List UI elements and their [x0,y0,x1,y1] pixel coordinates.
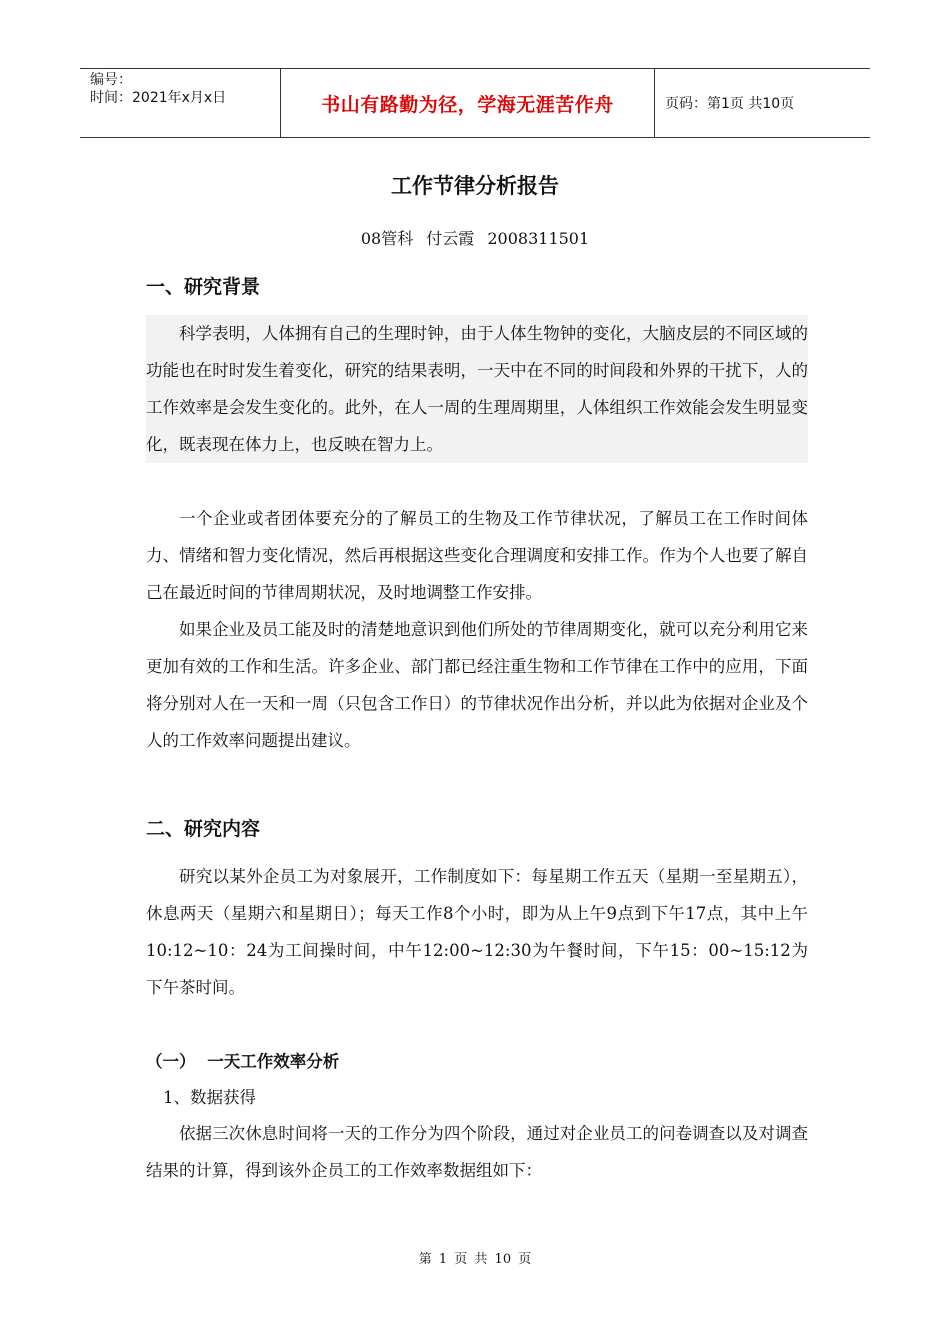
section-heading-content: 二、研究内容 [146,818,261,840]
paragraph-background-1: 科学表明，人体拥有自己的生理时钟，由于人体生物钟的变化，大脑皮层的不同区域的功能也在时时发生着变化，研究的结果表明，一天中在不同的时间段和外界的干扰下，人的工作效率是会发生变化的。此外，在人一周的生理周期里，人体组织工作效能会发生明显变化，既表现在体力上，也反映在智力上。 [146,315,808,463]
document-number: 编号： [90,72,132,88]
subsection-heading-daily: （一） 一天工作效率分析 [146,1052,340,1071]
header-page-number: 页码：第1页 共10页 [665,96,795,112]
page-title: 工作节律分析报告 [391,174,559,198]
document-date: 时间：2021年x月x日 [90,90,227,106]
paragraph-content-1: 研究以某外企员工为对象展开，工作制度如下：每星期工作五天（星期一至星期五），休息两天（星期六和星期日）；每天工作8个小时，即为从上午9点到下午17点，其中上午10:12~10：24为工间操时间，中午12:00~12:30为午餐时间，下午15：00~15:12为下午茶时间。 [146,867,808,997]
paragraph-background-2: 一个企业或者团体要充分的了解员工的生物及工作节律状况，了解员工在工作时间体力、情绪和智力变化情况，然后再根据这些变化合理调度和安排工作。作为个人也要了解自己在最近时间的节律周期状况，及时地调整工作安排。 [146,509,808,602]
section-heading-background: 一、研究背景 [146,276,261,298]
paragraph-content-2: 依据三次休息时间将一天的工作分为四个阶段，通过对企业员工的问卷调查以及对调查结果的计算，得到该外企员工的工作效率数据组如下： [146,1124,808,1180]
header-meta [80,69,281,137]
page-footer: 第 1 页 共 10 页 [418,1252,532,1267]
header-motto: 书山有路勤为径，学海无涯苦作舟 [281,69,655,137]
subsection-item-data: 1、数据获得 [163,1088,256,1107]
author-line: 08管科 付云霞 2008311501 [360,229,590,248]
paragraph-background-3: 如果企业及员工能及时的清楚地意识到他们所处的节律周期变化，就可以充分利用它来更加有效的工作和生活。许多企业、部门都已经注重生物和工作节律在工作中的应用，下面将分别对人在一天和一周（只包含工作日）的节律状况作出分析，并以此为依据对企业及个人的工作效率问题提出建议。 [146,620,808,750]
document-header [80,68,870,138]
